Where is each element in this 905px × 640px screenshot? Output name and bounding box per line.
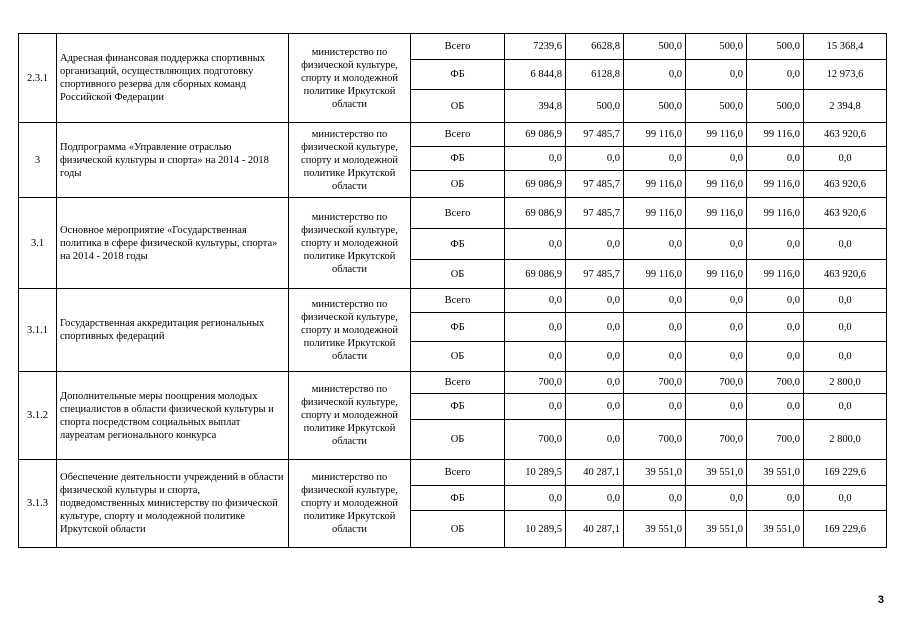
year-value: 39 551,0 — [686, 460, 747, 486]
year-value: 0,0 — [566, 342, 624, 372]
year-value: 0,0 — [505, 289, 566, 313]
total-value: 15 368,4 — [804, 34, 887, 60]
page-number: 3 — [877, 594, 884, 606]
total-value: 2 800,0 — [804, 372, 887, 394]
year-value: 97 485,7 — [566, 171, 624, 198]
year-value: 500,0 — [624, 34, 686, 60]
total-value: 463 920,6 — [804, 123, 887, 147]
table-row — [19, 289, 887, 313]
year-value: 99 116,0 — [624, 171, 686, 198]
total-value: 0,0 — [804, 486, 887, 511]
year-value: 0,0 — [505, 342, 566, 372]
total-value: 169 229,6 — [804, 511, 887, 548]
total-value: 169 229,6 — [804, 460, 887, 486]
funding-source: ФБ — [411, 147, 505, 171]
table-row — [19, 34, 887, 60]
year-value: 394,8 — [505, 90, 566, 123]
funding-source: ОБ — [411, 90, 505, 123]
year-value: 700,0 — [747, 372, 804, 394]
budget-table — [18, 33, 887, 548]
table-body — [19, 34, 887, 548]
year-value: 6628,8 — [566, 34, 624, 60]
row-organization: министерство по физической культуре, спорту и молодежной политике Иркутской области — [289, 289, 411, 372]
year-value: 0,0 — [566, 229, 624, 260]
year-value: 69 086,9 — [505, 171, 566, 198]
year-value: 0,0 — [505, 313, 566, 342]
year-value: 0,0 — [686, 342, 747, 372]
total-value: 0,0 — [804, 147, 887, 171]
year-value: 0,0 — [747, 289, 804, 313]
year-value: 0,0 — [566, 486, 624, 511]
table-row — [19, 198, 887, 229]
year-value: 0,0 — [686, 313, 747, 342]
year-value: 0,0 — [566, 394, 624, 420]
funding-source: ФБ — [411, 229, 505, 260]
year-value: 0,0 — [686, 394, 747, 420]
year-value: 40 287,1 — [566, 511, 624, 548]
row-code: 3.1.1 — [19, 289, 57, 372]
funding-source: ОБ — [411, 420, 505, 460]
funding-source: ОБ — [411, 342, 505, 372]
total-value: 0,0 — [804, 342, 887, 372]
year-value: 0,0 — [686, 147, 747, 171]
row-code: 3.1 — [19, 198, 57, 289]
row-name: Адресная финансовая поддержка спортивных организаций, осуществляющих подготовку спортивного резерва для сборных команд Российской Федерации — [57, 34, 289, 123]
funding-source: Всего — [411, 198, 505, 229]
year-value: 7239,6 — [505, 34, 566, 60]
funding-source: Всего — [411, 34, 505, 60]
row-name: Основное мероприятие «Государственная политика в сфере физической культуры, спорта» на 2014 - 2018 годы — [57, 198, 289, 289]
year-value: 0,0 — [686, 289, 747, 313]
year-value: 0,0 — [566, 147, 624, 171]
year-value: 69 086,9 — [505, 198, 566, 229]
table-row — [19, 460, 887, 486]
year-value: 69 086,9 — [505, 260, 566, 289]
year-value: 0,0 — [624, 394, 686, 420]
year-value: 0,0 — [624, 486, 686, 511]
year-value: 99 116,0 — [686, 260, 747, 289]
year-value: 700,0 — [624, 420, 686, 460]
year-value: 0,0 — [686, 229, 747, 260]
year-value: 500,0 — [686, 90, 747, 123]
funding-source: ФБ — [411, 486, 505, 511]
row-code: 2.3.1 — [19, 34, 57, 123]
year-value: 0,0 — [566, 420, 624, 460]
year-value: 500,0 — [624, 90, 686, 123]
row-organization: министерство по физической культуре, спорту и молодежной политике Иркутской области — [289, 460, 411, 548]
year-value: 0,0 — [686, 486, 747, 511]
total-value: 0,0 — [804, 229, 887, 260]
row-organization: министерство по физической культуре, спорту и молодежной политике Иркутской области — [289, 123, 411, 198]
year-value: 39 551,0 — [747, 511, 804, 548]
year-value: 700,0 — [747, 420, 804, 460]
year-value: 0,0 — [566, 372, 624, 394]
row-organization: министерство по физической культуре, спорту и молодежной политике Иркутской области — [289, 198, 411, 289]
year-value: 39 551,0 — [624, 511, 686, 548]
year-value: 99 116,0 — [686, 198, 747, 229]
row-name: Государственная аккредитация региональных спортивных федераций — [57, 289, 289, 372]
year-value: 0,0 — [566, 289, 624, 313]
year-value: 700,0 — [505, 420, 566, 460]
table-row — [19, 123, 887, 147]
year-value: 0,0 — [747, 147, 804, 171]
year-value: 10 289,5 — [505, 460, 566, 486]
year-value: 0,0 — [505, 147, 566, 171]
year-value: 500,0 — [686, 34, 747, 60]
total-value: 0,0 — [804, 313, 887, 342]
total-value: 2 394,8 — [804, 90, 887, 123]
year-value: 0,0 — [747, 313, 804, 342]
row-name: Дополнительные меры поощрения молодых специалистов в области физической культуры и спорта посредством социальных выплат лауреатам регионального конкурса — [57, 372, 289, 460]
year-value: 0,0 — [505, 229, 566, 260]
year-value: 0,0 — [747, 342, 804, 372]
row-organization: министерство по физической культуре, спорту и молодежной политике Иркутской области — [289, 34, 411, 123]
year-value: 39 551,0 — [747, 460, 804, 486]
year-value: 6128,8 — [566, 60, 624, 90]
funding-source: Всего — [411, 123, 505, 147]
funding-source: Всего — [411, 289, 505, 313]
year-value: 500,0 — [747, 34, 804, 60]
year-value: 0,0 — [624, 313, 686, 342]
year-value: 39 551,0 — [624, 460, 686, 486]
year-value: 700,0 — [624, 372, 686, 394]
year-value: 0,0 — [566, 313, 624, 342]
year-value: 99 116,0 — [624, 198, 686, 229]
row-name: Обеспечение деятельности учреждений в области физической культуры и спорта, подведомственных министерству по физической культуре, спорту и молодежной политике Иркутской области — [57, 460, 289, 548]
year-value: 97 485,7 — [566, 260, 624, 289]
total-value: 0,0 — [804, 394, 887, 420]
funding-source: ФБ — [411, 60, 505, 90]
funding-source: ОБ — [411, 260, 505, 289]
year-value: 700,0 — [505, 372, 566, 394]
year-value: 0,0 — [624, 342, 686, 372]
year-value: 39 551,0 — [686, 511, 747, 548]
row-code: 3 — [19, 123, 57, 198]
year-value: 99 116,0 — [747, 171, 804, 198]
year-value: 99 116,0 — [686, 123, 747, 147]
year-value: 0,0 — [624, 147, 686, 171]
row-organization: министерство по физической культуре, спорту и молодежной политике Иркутской области — [289, 372, 411, 460]
funding-source: ФБ — [411, 313, 505, 342]
total-value: 0,0 — [804, 289, 887, 313]
year-value: 97 485,7 — [566, 198, 624, 229]
year-value: 500,0 — [566, 90, 624, 123]
year-value: 97 485,7 — [566, 123, 624, 147]
year-value: 99 116,0 — [747, 123, 804, 147]
year-value: 0,0 — [505, 394, 566, 420]
funding-source: Всего — [411, 372, 505, 394]
funding-source: ОБ — [411, 171, 505, 198]
year-value: 700,0 — [686, 420, 747, 460]
year-value: 0,0 — [747, 60, 804, 90]
year-value: 99 116,0 — [624, 260, 686, 289]
year-value: 99 116,0 — [624, 123, 686, 147]
row-name: Подпрограмма «Управление отраслью физической культуры и спорта» на 2014 - 2018 годы — [57, 123, 289, 198]
year-value: 69 086,9 — [505, 123, 566, 147]
year-value: 10 289,5 — [505, 511, 566, 548]
funding-source: ОБ — [411, 511, 505, 548]
year-value: 0,0 — [747, 229, 804, 260]
year-value: 0,0 — [624, 289, 686, 313]
funding-source: ФБ — [411, 394, 505, 420]
year-value: 0,0 — [624, 60, 686, 90]
year-value: 99 116,0 — [686, 171, 747, 198]
year-value: 500,0 — [747, 90, 804, 123]
table-row — [19, 372, 887, 394]
year-value: 0,0 — [686, 60, 747, 90]
total-value: 463 920,6 — [804, 260, 887, 289]
year-value: 0,0 — [624, 229, 686, 260]
total-value: 463 920,6 — [804, 198, 887, 229]
year-value: 0,0 — [747, 486, 804, 511]
year-value: 0,0 — [747, 394, 804, 420]
year-value: 99 116,0 — [747, 260, 804, 289]
year-value: 99 116,0 — [747, 198, 804, 229]
row-code: 3.1.3 — [19, 460, 57, 548]
total-value: 463 920,6 — [804, 171, 887, 198]
total-value: 2 800,0 — [804, 420, 887, 460]
total-value: 12 973,6 — [804, 60, 887, 90]
year-value: 0,0 — [505, 486, 566, 511]
year-value: 700,0 — [686, 372, 747, 394]
funding-source: Всего — [411, 460, 505, 486]
row-code: 3.1.2 — [19, 372, 57, 460]
year-value: 40 287,1 — [566, 460, 624, 486]
year-value: 6 844,8 — [505, 60, 566, 90]
